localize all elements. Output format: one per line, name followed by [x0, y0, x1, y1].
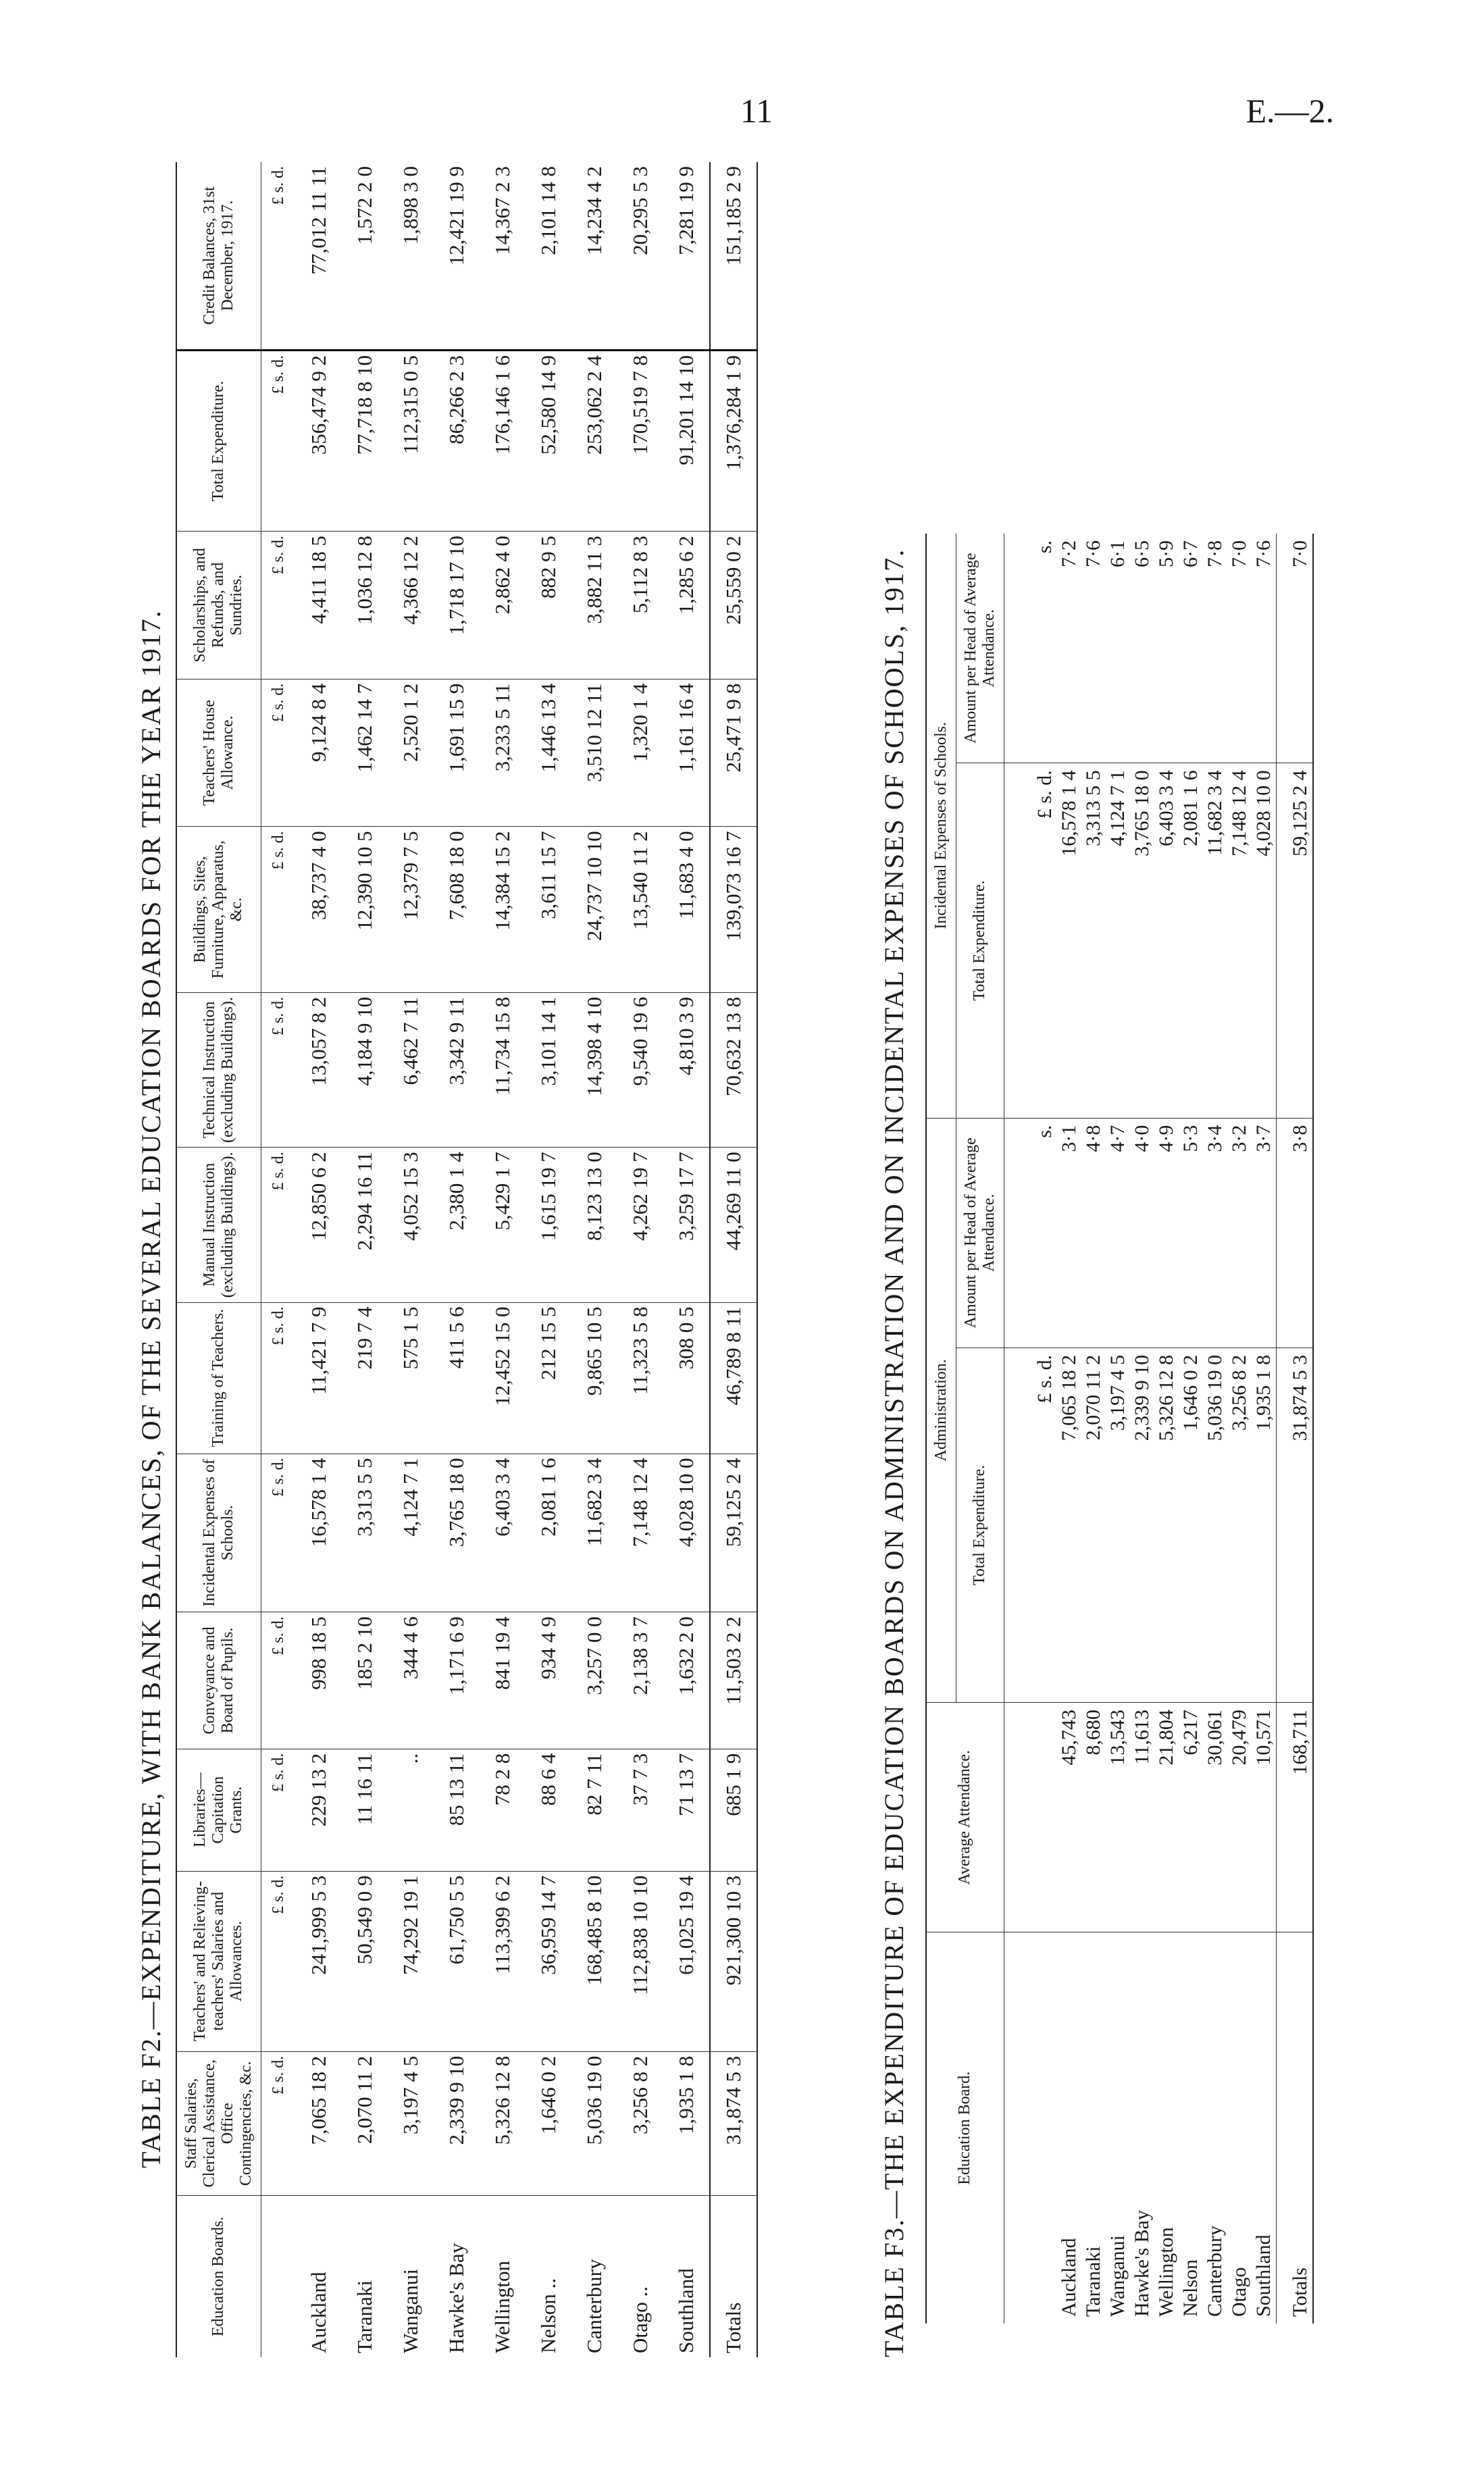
- admin-total-cell: 31,874 5 3: [1276, 1348, 1313, 1702]
- value-cell: 86,266 2 3: [434, 350, 480, 531]
- value-cell: 2,101 14 8: [526, 162, 571, 350]
- value-cell: 1,285 6 2: [663, 532, 710, 679]
- value-cell: 77,718 8 10: [342, 350, 388, 531]
- units-cell: £ s. d.: [261, 1749, 296, 1871]
- col-header-incidental-total: Total Expenditure.: [956, 763, 1004, 1118]
- board-name: Wanganui: [388, 2195, 434, 2357]
- board-name: Nelson: [1179, 1932, 1203, 2324]
- col-header-technical: Technical Instruction (excluding Buildings).: [176, 992, 261, 1147]
- value-cell: 170,519 7 8: [617, 350, 663, 531]
- value-cell: ..: [388, 1749, 434, 1871]
- value-cell: 13,540 11 2: [617, 827, 663, 993]
- value-cell: 219 7 4: [342, 1302, 388, 1454]
- incidental-total-cell: 4,028 10 0: [1252, 763, 1277, 1118]
- value-cell: 4,262 19 7: [617, 1148, 663, 1302]
- col-header-average-attendance: Average Attendance.: [926, 1703, 1004, 1932]
- table-row: [1106, 534, 1130, 2324]
- value-cell: 36,959 14 7: [526, 1871, 571, 2051]
- incidental-total-cell: 16,578 1 4: [1057, 763, 1081, 1118]
- attendance-cell: 20,479: [1227, 1703, 1252, 1932]
- col-header-education-board: Education Board.: [926, 1932, 1004, 2324]
- value-cell: 7,281 19 9: [663, 162, 710, 350]
- value-cell: 12,452 15 0: [480, 1302, 526, 1454]
- col-header-credit-balances: Credit Balances, 31st December, 1917.: [176, 162, 261, 350]
- value-cell: 8,123 13 0: [571, 1148, 617, 1302]
- value-cell: 5,112 8 3: [617, 532, 663, 679]
- value-cell: 9,540 19 6: [617, 992, 663, 1147]
- value-cell: 37 7 3: [617, 1749, 663, 1871]
- incidental-total-cell: 4,124 7 1: [1106, 763, 1130, 1118]
- value-cell: 61,750 5 5: [434, 1871, 480, 2051]
- attendance-cell: 13,543: [1106, 1703, 1130, 1932]
- value-cell: 3,233 5 11: [480, 679, 526, 827]
- admin-total-cell: 1,646 0 2: [1179, 1348, 1203, 1702]
- value-cell: 229 13 2: [296, 1749, 342, 1871]
- units-cell: £ s. d.: [261, 162, 296, 350]
- value-cell: 85 13 11: [434, 1749, 480, 1871]
- col-header-libraries: Libraries—Capitation Grants.: [176, 1749, 261, 1871]
- value-cell: 168,485 8 10: [571, 1871, 617, 2051]
- admin-per-head-cell: 3·1: [1057, 1118, 1081, 1348]
- value-cell: 2,380 1 4: [434, 1148, 480, 1302]
- value-cell: 934 4 9: [526, 1612, 571, 1749]
- units-cell: £ s. d.: [261, 1612, 296, 1749]
- units-cell: £ s. d.: [261, 532, 296, 679]
- incidental-per-head-cell: 6·7: [1179, 540, 1202, 567]
- incidental-total-cell: 7,148 12 4: [1227, 763, 1252, 1118]
- value-cell: 6,462 7 11: [388, 992, 434, 1147]
- col-header-admin-per-head: Amount per Head of Average Attendance.: [956, 1118, 1004, 1348]
- value-cell: 14,398 4 10: [571, 992, 617, 1147]
- admin-per-head-cell: 4·8: [1081, 1118, 1106, 1348]
- admin-per-head-cell: 3·7: [1252, 1118, 1277, 1348]
- col-header-board: Education Boards.: [176, 2195, 261, 2357]
- incidental-per-head-cell: 5·9: [1154, 540, 1177, 567]
- table-f2: [176, 162, 758, 2357]
- units-cell: [261, 2195, 296, 2357]
- units-cell: £ s. d.: [261, 1148, 296, 1302]
- units-cell: £ s. d.: [1033, 763, 1057, 1118]
- board-name: Auckland: [296, 2195, 342, 2357]
- board-name: Otago ..: [617, 2195, 663, 2357]
- admin-total-cell: 3,256 8 2: [1227, 1348, 1252, 1702]
- value-cell: 4,028 10 0: [663, 1454, 710, 1612]
- total-cell: 151,185 2 9: [710, 162, 757, 350]
- board-name: Canterbury: [1203, 1932, 1227, 2324]
- col-header-training: Training of Teachers.: [176, 1302, 261, 1454]
- admin-total-cell: 5,036 19 0: [1203, 1348, 1227, 1702]
- table-row: [1154, 534, 1179, 2324]
- table-row: [571, 162, 617, 2357]
- value-cell: 1,171 6 9: [434, 1612, 480, 1749]
- board-name: Wellington: [480, 2195, 526, 2357]
- incidental-total-cell: 6,403 3 4: [1154, 763, 1179, 1118]
- value-cell: 11,323 5 8: [617, 1302, 663, 1454]
- total-cell: 46,789 8 11: [710, 1302, 757, 1454]
- value-cell: 4,810 3 9: [663, 992, 710, 1147]
- group-header-administration: Administration.: [926, 1118, 956, 1703]
- admin-per-head-cell: 4·9: [1154, 1118, 1179, 1348]
- value-cell: 113,399 6 2: [480, 1871, 526, 2051]
- value-cell: 20,295 5 3: [617, 162, 663, 350]
- value-cell: 1,718 17 10: [434, 532, 480, 679]
- units-row: [261, 162, 296, 2357]
- total-cell: 139,073 16 7: [710, 827, 757, 993]
- attendance-cell: 45,743: [1057, 1703, 1081, 1932]
- value-cell: 7,148 12 4: [617, 1454, 663, 1612]
- units-cell: £ s. d.: [1033, 1348, 1057, 1702]
- incidental-per-head-cell: 7·6: [1081, 540, 1104, 567]
- table-row: [1227, 534, 1252, 2324]
- value-cell: 11 16 11: [342, 1749, 388, 1871]
- col-header-house-allowance: Teachers' House Allowance.: [176, 679, 261, 827]
- value-cell: 176,146 1 6: [480, 350, 526, 531]
- totals-row: [710, 162, 757, 2357]
- value-cell: 61,025 19 4: [663, 1871, 710, 2051]
- table-f2-header-row: [176, 162, 261, 2357]
- value-cell: 7,608 18 0: [434, 827, 480, 993]
- units-cell: s.: [1033, 540, 1056, 554]
- table-row: [1203, 534, 1227, 2324]
- value-cell: 14,384 15 2: [480, 827, 526, 993]
- col-header-total-expenditure: Total Expenditure.: [176, 350, 261, 531]
- incidental-per-head-cell: 7·6: [1252, 540, 1275, 567]
- value-cell: 14,234 4 2: [571, 162, 617, 350]
- value-cell: 12,421 19 9: [434, 162, 480, 350]
- col-header-admin-total: Total Expenditure.: [956, 1348, 1004, 1702]
- value-cell: 5,326 12 8: [480, 2051, 526, 2195]
- total-cell: 31,874 5 3: [710, 2051, 757, 2195]
- incidental-total-cell: 3,765 18 0: [1130, 763, 1154, 1118]
- value-cell: 1,935 1 8: [663, 2051, 710, 2195]
- value-cell: 112,838 10 10: [617, 1871, 663, 2051]
- value-cell: 1,898 3 0: [388, 162, 434, 350]
- units-row: [1033, 534, 1057, 2324]
- value-cell: 5,036 19 0: [571, 2051, 617, 2195]
- value-cell: 411 5 6: [434, 1302, 480, 1454]
- admin-total-cell: 3,197 4 5: [1106, 1348, 1130, 1702]
- value-cell: 12,379 7 5: [388, 827, 434, 993]
- total-cell: 685 1 9: [710, 1749, 757, 1871]
- table-row: [1081, 534, 1106, 2324]
- attendance-cell: 30,061: [1203, 1703, 1227, 1932]
- value-cell: 14,367 2 3: [480, 162, 526, 350]
- col-header-staff-salaries: Staff Salaries, Clerical Assistance, Office Contingencies, &c.: [176, 2051, 261, 2195]
- value-cell: 7,065 18 2: [296, 2051, 342, 2195]
- table-f3-group-header-row: [926, 534, 956, 2324]
- board-name: Otago: [1227, 1932, 1252, 2324]
- table-row: [296, 162, 342, 2357]
- value-cell: 1,446 13 4: [526, 679, 571, 827]
- value-cell: 1,320 1 4: [617, 679, 663, 827]
- value-cell: 9,124 8 4: [296, 679, 342, 827]
- admin-total-cell: 1,935 1 8: [1252, 1348, 1277, 1702]
- total-cell: 25,559 0 2: [710, 532, 757, 679]
- value-cell: 3,611 15 7: [526, 827, 571, 993]
- value-cell: 241,999 5 3: [296, 1871, 342, 2051]
- incidental-total-cell: 59,125 2 4: [1276, 763, 1313, 1118]
- board-name: Hawke's Bay: [434, 2195, 480, 2357]
- value-cell: 13,057 8 2: [296, 992, 342, 1147]
- col-header-manual: Manual Instruction (excluding Buildings).: [176, 1148, 261, 1302]
- value-cell: 50,549 0 9: [342, 1871, 388, 2051]
- value-cell: 4,052 15 3: [388, 1148, 434, 1302]
- table-row: [1179, 534, 1203, 2324]
- total-cell: 70,632 13 8: [710, 992, 757, 1147]
- value-cell: 24,737 10 10: [571, 827, 617, 993]
- value-cell: 575 1 5: [388, 1302, 434, 1454]
- admin-per-head-cell: 4·0: [1130, 1118, 1154, 1348]
- attendance-cell: 6,217: [1179, 1703, 1203, 1932]
- value-cell: 52,580 14 9: [526, 350, 571, 531]
- value-cell: 344 4 6: [388, 1612, 434, 1749]
- board-name: Hawke's Bay: [1130, 1932, 1154, 2324]
- value-cell: 16,578 1 4: [296, 1454, 342, 1612]
- admin-per-head-cell: 3·4: [1203, 1118, 1227, 1348]
- value-cell: 112,315 0 5: [388, 350, 434, 531]
- attendance-cell: 8,680: [1081, 1703, 1106, 1932]
- incidental-per-head-cell: 7·2: [1057, 540, 1080, 567]
- value-cell: 91,201 14 10: [663, 350, 710, 531]
- totals-row: [1276, 534, 1313, 2324]
- table-row: [434, 162, 480, 2357]
- value-cell: 71 13 7: [663, 1749, 710, 1871]
- value-cell: 4,184 9 10: [342, 992, 388, 1147]
- value-cell: 4,124 7 1: [388, 1454, 434, 1612]
- incidental-per-head-cell: 7·0: [1227, 540, 1250, 567]
- value-cell: 356,474 9 2: [296, 350, 342, 531]
- value-cell: 38,737 4 0: [296, 827, 342, 993]
- value-cell: 2,339 9 10: [434, 2051, 480, 2195]
- table-row: [1130, 534, 1154, 2324]
- value-cell: 1,615 19 7: [526, 1148, 571, 1302]
- value-cell: 1,691 15 9: [434, 679, 480, 827]
- value-cell: 3,259 17 7: [663, 1148, 710, 1302]
- incidental-per-head-cell: 6·1: [1106, 540, 1129, 567]
- table-row: [480, 162, 526, 2357]
- table-row: [526, 162, 571, 2357]
- col-header-buildings: Buildings, Sites, Furniture, Apparatus, &c.: [176, 827, 261, 993]
- value-cell: 3,197 4 5: [388, 2051, 434, 2195]
- incidental-per-head-cell: 6·5: [1130, 540, 1153, 567]
- value-cell: 5,429 1 7: [480, 1148, 526, 1302]
- total-cell: 25,471 9 8: [710, 679, 757, 827]
- value-cell: 2,862 4 0: [480, 532, 526, 679]
- units-cell: [1033, 1932, 1057, 2324]
- incidental-total-cell: 11,682 3 4: [1203, 763, 1227, 1118]
- group-header-incidental-expenses: Incidental Expenses of Schools.: [926, 534, 956, 1118]
- table-row: [1252, 534, 1277, 2324]
- value-cell: 4,366 12 2: [388, 532, 434, 679]
- total-cell: 59,125 2 4: [710, 1454, 757, 1612]
- value-cell: 308 0 5: [663, 1302, 710, 1454]
- units-cell: s.: [1033, 1118, 1057, 1348]
- incidental-total-cell: 3,313 5 5: [1081, 763, 1106, 1118]
- value-cell: 3,882 11 3: [571, 532, 617, 679]
- attendance-cell: 11,613: [1130, 1703, 1154, 1932]
- value-cell: 882 9 5: [526, 532, 571, 679]
- value-cell: 2,081 1 6: [526, 1454, 571, 1612]
- value-cell: 212 15 5: [526, 1302, 571, 1454]
- value-cell: 9,865 10 5: [571, 1302, 617, 1454]
- value-cell: 253,062 2 4: [571, 350, 617, 531]
- admin-total-cell: 2,070 11 2: [1081, 1348, 1106, 1702]
- units-cell: £ s. d.: [261, 1302, 296, 1454]
- units-cell: [1033, 1703, 1057, 1932]
- board-name: Taranaki: [342, 2195, 388, 2357]
- col-header-teachers-salaries: Teachers' and Relieving-teachers' Salaries and Allowances.: [176, 1871, 261, 2051]
- board-name: Nelson ..: [526, 2195, 571, 2357]
- page-number: 11: [740, 92, 773, 130]
- incidental-total-cell: 2,081 1 6: [1179, 763, 1203, 1118]
- value-cell: 74,292 19 1: [388, 1871, 434, 2051]
- value-cell: 2,520 1 2: [388, 679, 434, 827]
- value-cell: 88 6 4: [526, 1749, 571, 1871]
- units-cell: £ s. d.: [261, 2051, 296, 2195]
- board-name: Wanganui: [1106, 1932, 1130, 2324]
- value-cell: 2,070 11 2: [342, 2051, 388, 2195]
- table-f3: [925, 534, 1314, 2324]
- value-cell: 1,632 2 0: [663, 1612, 710, 1749]
- totals-label: Totals: [710, 2195, 757, 2357]
- admin-total-cell: 5,326 12 8: [1154, 1348, 1179, 1702]
- total-cell: 11,503 2 2: [710, 1612, 757, 1749]
- admin-total-cell: 2,339 9 10: [1130, 1348, 1154, 1702]
- units-cell: £ s. d.: [261, 1454, 296, 1612]
- units-cell: £ s. d.: [261, 827, 296, 993]
- board-name: Taranaki: [1081, 1932, 1106, 2324]
- units-cell: £ s. d.: [261, 679, 296, 827]
- value-cell: 2,294 16 11: [342, 1148, 388, 1302]
- attendance-cell: 168,711: [1276, 1703, 1313, 1932]
- value-cell: 11,421 7 9: [296, 1302, 342, 1454]
- col-header-conveyance: Conveyance and Board of Pupils.: [176, 1612, 261, 1749]
- board-name: Southland: [1252, 1932, 1277, 2324]
- board-name: Wellington: [1154, 1932, 1179, 2324]
- total-cell: 1,376,284 1 9: [710, 350, 757, 531]
- table-f3-title: TABLE F3.—THE EXPENDITURE OF EDUCATION BOARDS ON ADMINISTRATION AND ON INCIDENTAL EXPENSES OF SCHOOLS, 1917.: [879, 548, 909, 2357]
- value-cell: 11,683 4 0: [663, 827, 710, 993]
- value-cell: 11,734 15 8: [480, 992, 526, 1147]
- units-cell: £ s. d.: [261, 992, 296, 1147]
- value-cell: 1,572 2 0: [342, 162, 388, 350]
- table-f2-title: TABLE F2.—EXPENDITURE, WITH BANK BALANCES, OF THE SEVERAL EDUCATION BOARDS FOR THE YEAR 1917.: [136, 609, 166, 2168]
- total-cell: 44,269 11 0: [710, 1148, 757, 1302]
- board-name: Canterbury: [571, 2195, 617, 2357]
- total-cell: 921,300 10 3: [710, 1871, 757, 2051]
- value-cell: 185 2 10: [342, 1612, 388, 1749]
- incidental-per-head-cell: 7·8: [1203, 540, 1226, 567]
- admin-per-head-cell: 3·2: [1227, 1118, 1252, 1348]
- table-row: [342, 162, 388, 2357]
- table-row: [617, 162, 663, 2357]
- value-cell: 77,012 11 11: [296, 162, 342, 350]
- value-cell: 1,646 0 2: [526, 2051, 571, 2195]
- value-cell: 2,138 3 7: [617, 1612, 663, 1749]
- table-row: [388, 162, 434, 2357]
- col-header-incidental-per-head: Amount per Head of Average Attendance.: [956, 534, 1004, 763]
- units-cell: £ s. d.: [261, 1871, 296, 2051]
- value-cell: 78 2 8: [480, 1749, 526, 1871]
- value-cell: 82 7 11: [571, 1749, 617, 1871]
- admin-per-head-cell: 5·3: [1179, 1118, 1203, 1348]
- col-header-scholarships: Scholarships, and Refunds, and Sundries.: [176, 532, 261, 679]
- admin-total-cell: 7,065 18 2: [1057, 1348, 1081, 1702]
- spacer-row: [1004, 534, 1033, 2324]
- value-cell: 3,101 14 1: [526, 992, 571, 1147]
- value-cell: 998 18 5: [296, 1612, 342, 1749]
- value-cell: 3,342 9 11: [434, 992, 480, 1147]
- value-cell: 1,462 14 7: [342, 679, 388, 827]
- board-name: Auckland: [1057, 1932, 1081, 2324]
- value-cell: 1,036 12 8: [342, 532, 388, 679]
- totals-label: Totals: [1276, 1932, 1313, 2324]
- board-name: Southland: [663, 2195, 710, 2357]
- value-cell: 12,850 6 2: [296, 1148, 342, 1302]
- value-cell: 6,403 3 4: [480, 1454, 526, 1612]
- admin-per-head-cell: 3·8: [1276, 1118, 1313, 1348]
- value-cell: 1,161 16 4: [663, 679, 710, 827]
- table-row: [1057, 534, 1081, 2324]
- table-f3-region: [878, 453, 1311, 2357]
- value-cell: 3,765 18 0: [434, 1454, 480, 1612]
- value-cell: 11,682 3 4: [571, 1454, 617, 1612]
- units-cell: £ s. d.: [261, 350, 296, 531]
- value-cell: 3,257 0 0: [571, 1612, 617, 1749]
- incidental-per-head-cell: 7·0: [1276, 534, 1313, 763]
- value-cell: 3,313 5 5: [342, 1454, 388, 1612]
- document-reference: E.—2.: [1246, 92, 1334, 130]
- table-f2-region: [135, 142, 871, 2357]
- value-cell: 841 19 4: [480, 1612, 526, 1749]
- value-cell: 12,390 10 5: [342, 827, 388, 993]
- value-cell: 3,510 12 11: [571, 679, 617, 827]
- col-header-incidental: Incidental Expenses of Schools.: [176, 1454, 261, 1612]
- attendance-cell: 10,571: [1252, 1703, 1277, 1932]
- value-cell: 4,411 18 5: [296, 532, 342, 679]
- table-row: [663, 162, 710, 2357]
- attendance-cell: 21,804: [1154, 1703, 1179, 1932]
- admin-per-head-cell: 4·7: [1106, 1118, 1130, 1348]
- value-cell: 3,256 8 2: [617, 2051, 663, 2195]
